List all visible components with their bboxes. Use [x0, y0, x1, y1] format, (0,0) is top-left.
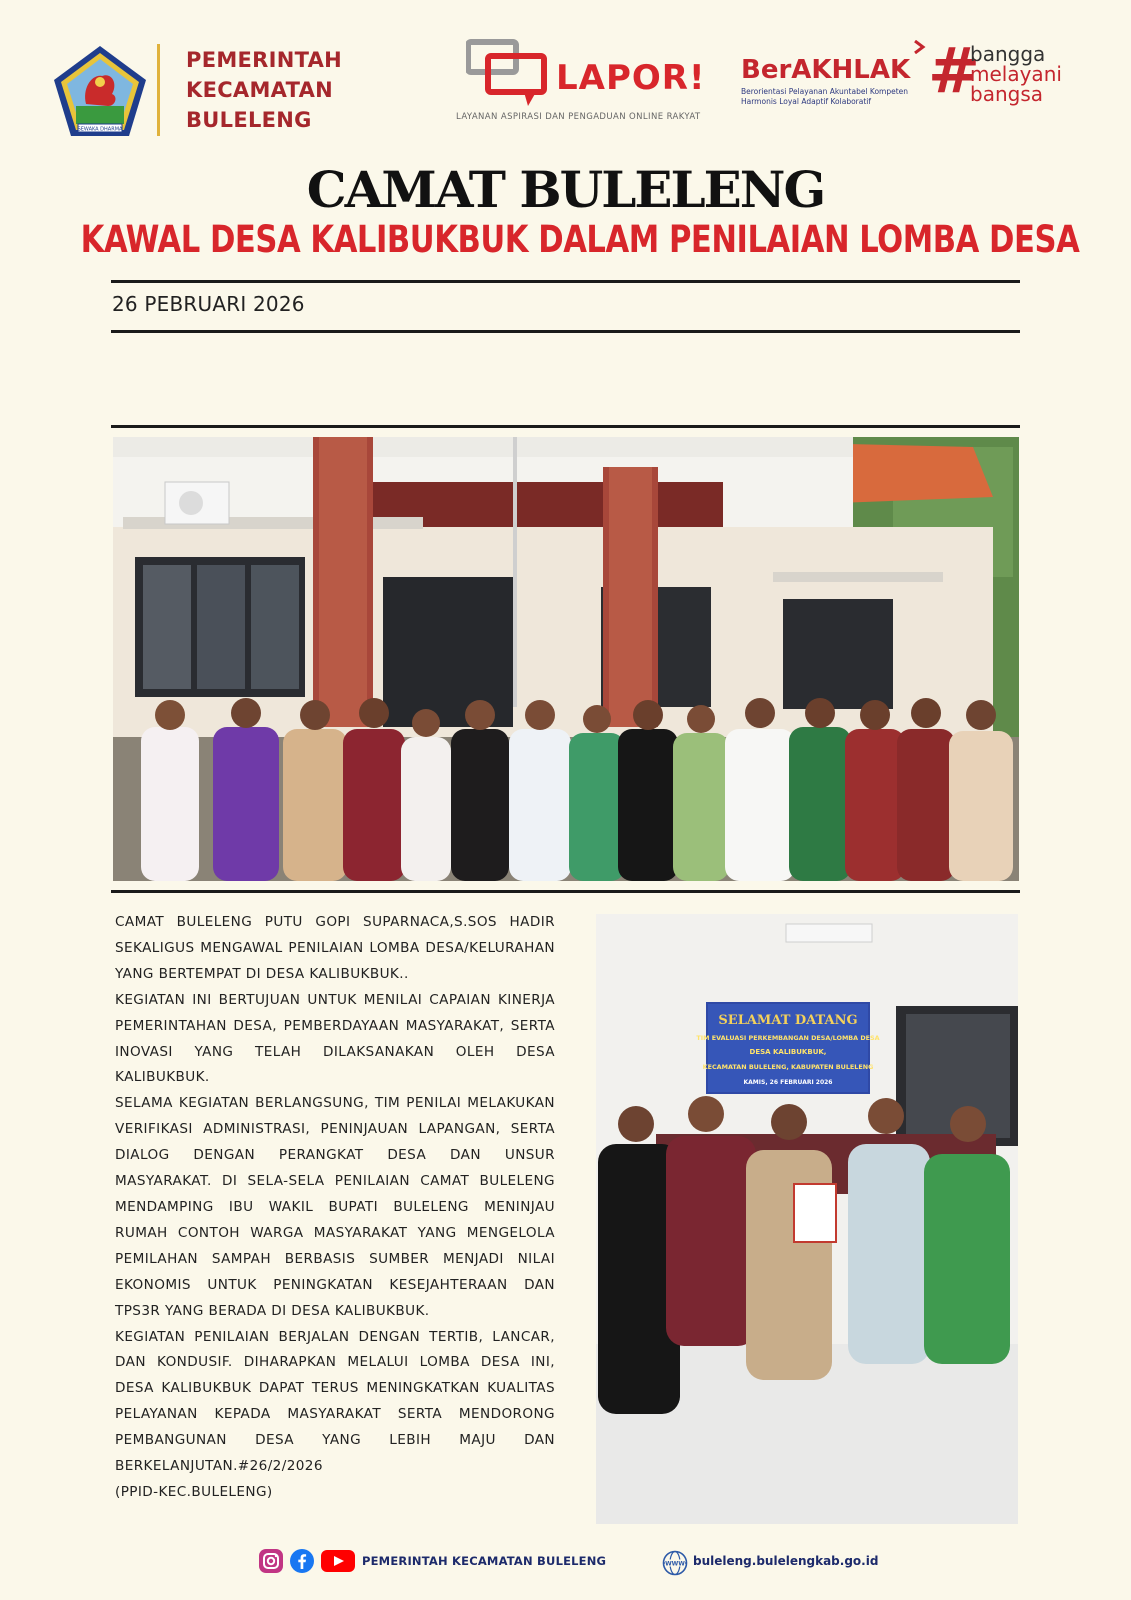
svg-text:SELAMAT DATANG: SELAMAT DATANG — [718, 1013, 858, 1028]
svg-text:KECAMATAN BULELENG, KABUPATEN: KECAMATAN BULELENG, KABUPATEN BULELENG — [702, 1063, 874, 1071]
lapor-wordmark: LAPOR! — [556, 58, 706, 98]
publish-date: 26 PEBRUARI 2026 — [112, 292, 305, 316]
berakhlak-values-line-1: Berorientasi Pelayanan Akuntabel Kompeten — [741, 87, 909, 96]
www-icon[interactable] — [662, 1550, 688, 1576]
svg-text:KAMIS, 26 FEBRUARI 2026: KAMIS, 26 FEBRUARI 2026 — [743, 1079, 833, 1086]
rule-above-photo — [111, 425, 1020, 428]
header-divider — [157, 44, 160, 136]
bangga-melayani-bangsa — [970, 44, 1062, 104]
main-group-photo — [113, 437, 1019, 881]
bangga-line-1: bangga — [970, 42, 1046, 66]
article-body — [115, 910, 555, 1506]
article-source: (PPID-KEC.BULELENG) — [115, 1483, 273, 1500]
article-paragraph-3: SELAMA KEGIATAN BERLANGSUNG, TIM PENILAI MELAKUKAN VERIFIKASI ADMINISTRASI, PENINJAUAN LAPANGAN, SERTA DIALOG DENGAN PERANGKAT DESA DAN UNSUR MASYARAKAT. DI SELA-SELA PENILAIAN CAMAT BULELENG MENDAMPING IBU WAKIL BUPATI BULELENG MENINJAU RUMAH CONTOH WARGA MASYARAKAT YANG MENGELOLA PEMILAHAN SAMPAH BERBASIS SUMBER MENJADI NILAI EKONOMIS UNTUK PENINGKATAN KESEJAHTERAAN DAN TPS3R YANG BERADA DI DESA KALIBUKBUK. — [115, 1095, 555, 1319]
gov-line-2: KECAMATAN — [186, 78, 334, 102]
footer-website-link[interactable]: buleleng.bulelengkab.go.id — [693, 1554, 879, 1568]
berakhlak-values-line-2: Harmonis Loyal Adaptif Kolaboratif — [741, 97, 872, 106]
rule-top — [111, 280, 1020, 283]
footer-account-name: PEMERINTAH KECAMATAN BULELENG — [362, 1554, 607, 1568]
welcome-banner — [696, 1002, 879, 1094]
lapor-tagline: LAYANAN ASPIRASI DAN PENGADUAN ONLINE RAKYAT — [456, 112, 701, 122]
article-paragraph-4: KEGIATAN PENILAIAN BERJALAN DENGAN TERTIB, LANCAR, DAN KONDUSIF. DIHARAPKAN MELALUI LOMBA DESA INI, DESA KALIBUKBUK DAPAT TERUS MENINGKATKAN KUALITAS PELAYANAN KEPADA MASYARAKAT SERTA MENDORONG PEMBANGUNAN DESA YANG LEBIH MAJU DAN BERKELANJUTAN.#26/2/2026 — [115, 1328, 555, 1475]
kecamatan-emblem-logo — [52, 44, 148, 140]
berakhlak-values — [741, 87, 908, 107]
certificate-document — [794, 1184, 836, 1242]
banner-photo-illustration — [596, 914, 1018, 1524]
headline: CAMAT BULELENG — [306, 160, 825, 219]
government-name — [186, 45, 342, 135]
youtube-icon[interactable] — [320, 1548, 356, 1574]
hashtag-icon: # — [928, 34, 980, 107]
berakhlak-wordmark: BerAKHLAK — [741, 55, 911, 85]
gov-line-3: BULELENG — [186, 108, 312, 132]
bangga-line-2: melayani — [970, 62, 1062, 86]
chevron-right-icon — [912, 40, 926, 54]
gov-line-1: PEMERINTAH — [186, 48, 343, 72]
bangga-line-3: bangsa — [970, 82, 1043, 106]
svg-text:TIM EVALUASI PERKEMBANGAN DESA: TIM EVALUASI PERKEMBANGAN DESA/LOMBA DESA — [696, 1034, 880, 1042]
instagram-icon[interactable] — [258, 1548, 284, 1574]
rule-under-date — [111, 330, 1020, 333]
facebook-icon[interactable] — [289, 1548, 315, 1574]
svg-text:SEWAKA DHARMA: SEWAKA DHARMA — [77, 126, 123, 133]
rule-below-photo — [111, 890, 1020, 893]
article-paragraph-2: KEGIATAN INI BERTUJUAN UNTUK MENILAI CAPAIAN KINERJA PEMERINTAHAN DESA, PEMBERDAYAAN MASYARAKAT, SERTA INOVASI YANG TELAH DILAKSANAKAN OLEH DESA KALIBUKBUK. — [115, 991, 555, 1086]
welcome-banner-photo — [596, 914, 1018, 1524]
svg-text:DESA KALIBUKBUK,: DESA KALIBUKBUK, — [749, 1048, 827, 1056]
svg-text:WWW: WWW — [665, 1560, 685, 1568]
article-paragraph-1: CAMAT BULELENG PUTU GOPI SUPARNACA,S.SOS HADIR SEKALIGUS MENGAWAL PENILAIAN LOMBA DESA/KELURAHAN YANG BERTEMPAT DI DESA KALIBUKBUK.. — [115, 914, 555, 982]
group-photo-illustration — [113, 437, 1019, 881]
subheadline: KAWAL DESA KALIBUKBUK DALAM PENILAIAN LOMBA DESA — [80, 218, 1080, 261]
